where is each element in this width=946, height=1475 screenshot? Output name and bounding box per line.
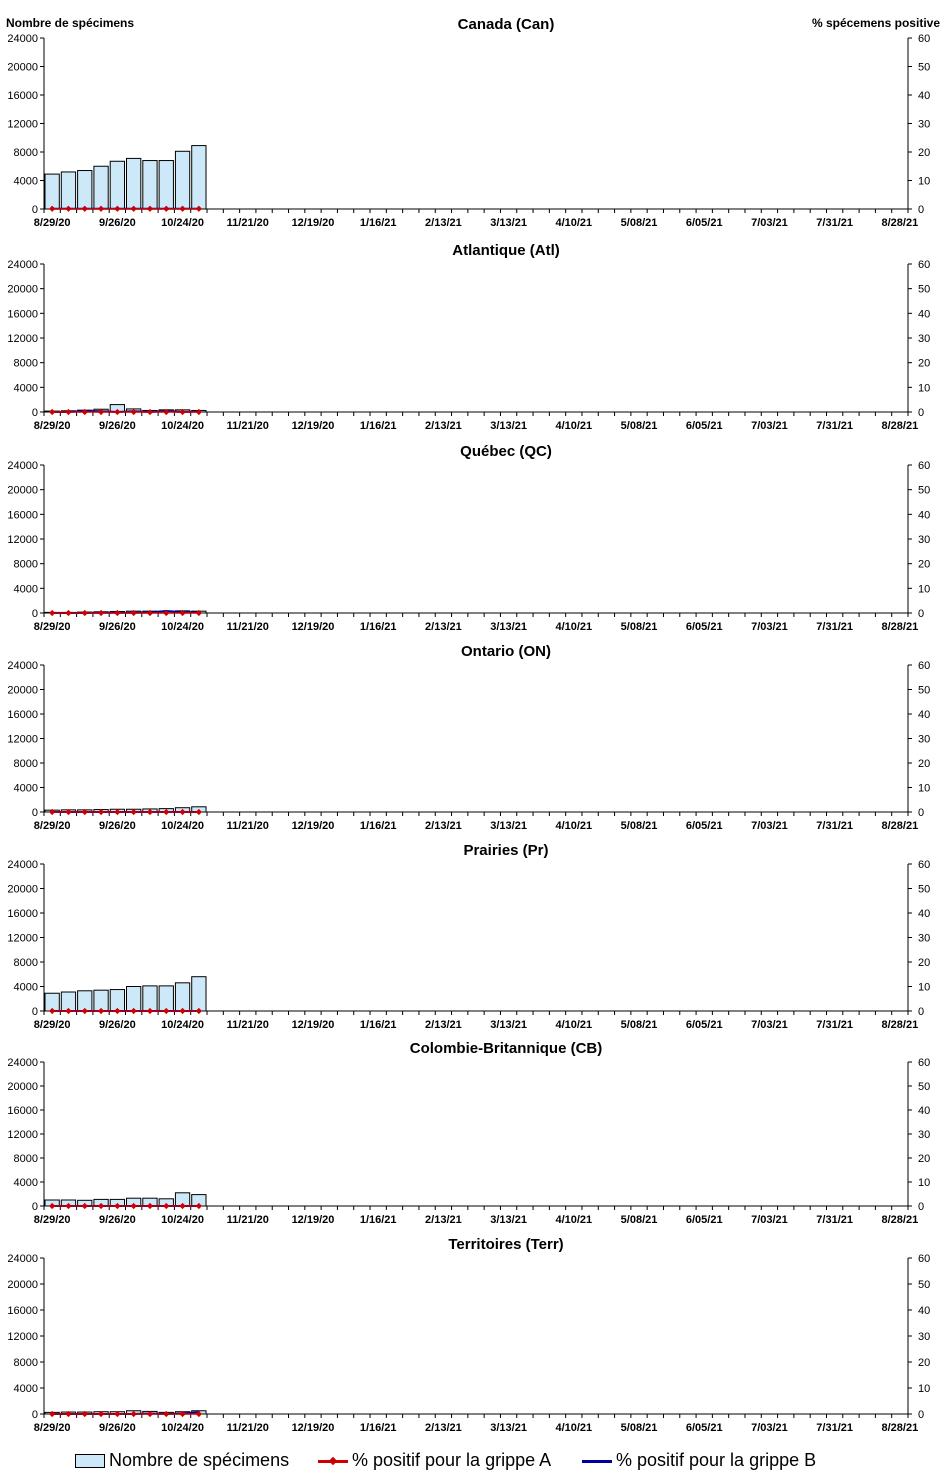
specimen-bar <box>192 146 206 209</box>
x-tick-label: 4/10/21 <box>555 420 593 432</box>
x-tick-label: 7/03/21 <box>751 820 788 832</box>
x-tick-label: 4/10/21 <box>555 621 593 633</box>
x-tick-label: 7/03/21 <box>751 1422 788 1434</box>
left-tick-label: 16000 <box>7 1305 38 1317</box>
x-tick-label: 3/13/21 <box>490 1422 527 1434</box>
right-tick-label: 40 <box>918 90 931 102</box>
x-tick-label: 5/08/21 <box>620 420 658 432</box>
x-tick-label: 2/13/21 <box>425 621 462 633</box>
right-tick-label: 0 <box>918 204 925 216</box>
x-tick-label: 6/05/21 <box>685 420 723 432</box>
right-tick-label: 40 <box>918 1305 931 1317</box>
legend-item-specimens <box>75 1450 289 1471</box>
x-tick-label: 10/24/20 <box>161 1214 204 1226</box>
flu-a-point <box>49 610 55 616</box>
x-tick-label: 9/26/20 <box>99 420 136 432</box>
x-tick-label: 2/13/21 <box>425 1019 462 1031</box>
legend <box>0 1446 946 1474</box>
right-tick-label: 0 <box>918 807 925 819</box>
flu-a-point <box>65 610 71 616</box>
left-axis-label: Nombre de spécimens <box>6 16 135 30</box>
right-tick-label: 30 <box>918 1331 931 1343</box>
x-tick-label: 3/13/21 <box>490 420 527 432</box>
right-tick-label: 60 <box>918 859 931 871</box>
left-tick-label: 16000 <box>7 709 38 721</box>
x-tick-label: 8/29/20 <box>33 820 71 832</box>
left-tick-label: 12000 <box>7 1129 38 1141</box>
right-tick-label: 60 <box>918 660 931 672</box>
left-tick-label: 0 <box>31 204 38 216</box>
left-tick-label: 0 <box>31 608 38 620</box>
x-tick-label: 1/16/21 <box>359 621 397 633</box>
x-tick-label: 5/08/21 <box>620 1019 658 1031</box>
legend-item-flu-b <box>582 1450 816 1471</box>
left-tick-label: 0 <box>31 407 38 419</box>
left-tick-label: 0 <box>31 1201 38 1213</box>
x-tick-label: 5/08/21 <box>620 621 658 633</box>
left-tick-label: 16000 <box>7 509 38 522</box>
left-tick-label: 20000 <box>7 484 38 497</box>
left-tick-label: 4000 <box>13 1383 38 1395</box>
right-tick-label: 20 <box>918 1357 931 1369</box>
x-tick-label: 9/26/20 <box>99 1019 136 1031</box>
x-tick-label: 6/05/21 <box>685 1019 723 1031</box>
flu-a-point <box>114 610 120 616</box>
x-tick-label: 4/10/21 <box>555 820 593 832</box>
chart-title: Colombie-Britannique (CB) <box>409 1040 603 1057</box>
x-tick-label: 4/10/21 <box>555 1214 593 1226</box>
x-tick-label: 8/28/21 <box>881 1019 919 1031</box>
x-tick-label: 12/19/20 <box>291 621 335 633</box>
right-tick-label: 0 <box>918 1201 925 1213</box>
flu-a-point <box>49 409 55 415</box>
x-tick-label: 1/16/21 <box>359 820 397 832</box>
x-tick-label: 6/05/21 <box>685 820 723 832</box>
right-tick-label: 50 <box>918 1081 931 1093</box>
left-tick-label: 4000 <box>13 1177 38 1189</box>
x-tick-label: 3/13/21 <box>490 1019 527 1031</box>
chart-panel-2 <box>7 242 930 432</box>
right-tick-label: 0 <box>918 608 925 620</box>
x-tick-label: 8/29/20 <box>33 420 71 432</box>
x-tick-label: 3/13/21 <box>490 820 527 832</box>
right-tick-label: 20 <box>918 558 931 571</box>
x-tick-label: 7/31/21 <box>816 217 853 229</box>
right-tick-label: 10 <box>918 981 931 994</box>
right-tick-label: 60 <box>918 259 931 271</box>
flu-a-point <box>49 1411 55 1417</box>
specimen-bar <box>94 990 108 1011</box>
left-tick-label: 8000 <box>13 147 38 159</box>
specimen-bar <box>143 161 157 209</box>
left-tick-label: 8000 <box>13 357 38 370</box>
x-tick-label: 8/28/21 <box>881 420 919 432</box>
left-tick-label: 24000 <box>7 1057 38 1069</box>
chart-title: Atlantique (Atl) <box>452 242 560 259</box>
left-tick-label: 12000 <box>7 733 38 746</box>
right-tick-label: 50 <box>918 61 931 74</box>
right-tick-label: 30 <box>918 534 931 546</box>
x-tick-label: 2/13/21 <box>425 420 462 432</box>
x-tick-label: 10/24/20 <box>161 420 204 432</box>
flu-a-point <box>65 409 71 415</box>
left-tick-label: 24000 <box>7 660 38 672</box>
chart-title: Canada (Can) <box>457 16 555 33</box>
x-tick-label: 8/29/20 <box>33 621 71 633</box>
left-tick-label: 0 <box>31 807 38 819</box>
x-tick-label: 9/26/20 <box>99 820 136 832</box>
x-tick-label: 5/08/21 <box>620 217 658 229</box>
left-tick-label: 4000 <box>13 981 38 994</box>
x-tick-label: 12/19/20 <box>291 217 335 229</box>
specimen-bar <box>192 977 206 1011</box>
x-tick-label: 1/16/21 <box>359 1422 397 1434</box>
x-tick-label: 11/21/20 <box>226 820 269 832</box>
x-tick-label: 8/28/21 <box>881 1214 919 1226</box>
x-tick-label: 7/31/21 <box>816 621 853 633</box>
specimen-bar <box>110 990 124 1011</box>
specimen-bar <box>110 161 124 209</box>
left-tick-label: 16000 <box>7 308 38 321</box>
x-tick-label: 7/03/21 <box>751 1214 788 1226</box>
right-tick-label: 40 <box>918 308 931 321</box>
x-tick-label: 7/03/21 <box>751 621 788 633</box>
right-tick-label: 60 <box>918 1253 931 1265</box>
x-tick-label: 8/28/21 <box>881 217 919 229</box>
right-tick-label: 50 <box>918 484 931 497</box>
x-tick-label: 6/05/21 <box>685 621 723 633</box>
chart-title: Ontario (ON) <box>461 643 551 660</box>
left-tick-label: 12000 <box>7 118 38 131</box>
x-tick-label: 8/29/20 <box>33 217 71 229</box>
x-tick-label: 7/31/21 <box>816 820 853 832</box>
right-tick-label: 50 <box>918 684 931 697</box>
x-tick-label: 8/29/20 <box>33 1422 71 1434</box>
x-tick-label: 7/31/21 <box>816 420 853 432</box>
specimen-bar <box>94 166 108 209</box>
chart-panel-3 <box>7 443 930 633</box>
x-tick-label: 5/08/21 <box>620 1422 658 1434</box>
specimen-bar <box>78 171 92 209</box>
left-tick-label: 8000 <box>13 957 38 969</box>
right-tick-label: 10 <box>918 583 931 596</box>
left-tick-label: 20000 <box>7 61 38 74</box>
left-tick-label: 20000 <box>7 1081 38 1093</box>
right-tick-label: 0 <box>918 1409 925 1421</box>
left-tick-label: 16000 <box>7 1105 38 1117</box>
left-tick-label: 20000 <box>7 1279 38 1291</box>
x-tick-label: 11/21/20 <box>226 420 269 432</box>
right-tick-label: 20 <box>918 1153 931 1165</box>
x-tick-label: 9/26/20 <box>99 1422 136 1434</box>
left-tick-label: 24000 <box>7 859 38 871</box>
right-tick-label: 20 <box>918 147 931 159</box>
left-tick-label: 12000 <box>7 534 38 546</box>
right-tick-label: 60 <box>918 33 931 45</box>
right-tick-label: 60 <box>918 460 931 472</box>
x-tick-label: 7/31/21 <box>816 1422 853 1434</box>
right-tick-label: 50 <box>918 283 931 296</box>
x-tick-label: 8/29/20 <box>33 1214 71 1226</box>
chart-panel-6 <box>7 1040 930 1226</box>
right-tick-label: 50 <box>918 883 931 896</box>
x-tick-label: 12/19/20 <box>291 1422 335 1434</box>
right-axis-label: % spécemens positive <box>811 16 940 30</box>
right-tick-label: 30 <box>918 118 931 131</box>
x-tick-label: 5/08/21 <box>620 1214 658 1226</box>
right-tick-label: 0 <box>918 1006 925 1018</box>
flu-a-point <box>196 409 202 415</box>
x-tick-label: 9/26/20 <box>99 217 136 229</box>
x-tick-label: 10/24/20 <box>161 1019 204 1031</box>
legend-label-specimens: Nombre de spécimens <box>109 1450 290 1470</box>
right-tick-label: 10 <box>918 782 931 795</box>
x-tick-label: 9/26/20 <box>99 621 136 633</box>
specimen-bar <box>175 151 189 209</box>
right-tick-label: 10 <box>918 382 931 395</box>
left-tick-label: 24000 <box>7 33 38 45</box>
right-tick-label: 30 <box>918 333 931 345</box>
x-tick-label: 2/13/21 <box>425 820 462 832</box>
x-tick-label: 7/03/21 <box>751 1019 788 1031</box>
right-tick-label: 40 <box>918 1105 931 1117</box>
x-tick-label: 2/13/21 <box>425 1214 462 1226</box>
x-tick-label: 11/21/20 <box>226 1214 269 1226</box>
left-tick-label: 12000 <box>7 1331 38 1343</box>
x-tick-label: 5/08/21 <box>620 820 658 832</box>
x-tick-label: 11/21/20 <box>226 1422 269 1434</box>
x-tick-label: 11/21/20 <box>226 621 269 633</box>
right-tick-label: 60 <box>918 1057 931 1069</box>
left-tick-label: 24000 <box>7 1253 38 1265</box>
x-tick-label: 10/24/20 <box>161 217 204 229</box>
x-tick-label: 10/24/20 <box>161 1422 204 1434</box>
right-tick-label: 30 <box>918 932 931 945</box>
right-tick-label: 40 <box>918 709 931 721</box>
left-tick-label: 4000 <box>13 175 38 188</box>
x-tick-label: 12/19/20 <box>291 820 335 832</box>
right-tick-label: 50 <box>918 1279 931 1291</box>
right-tick-label: 10 <box>918 175 931 188</box>
left-tick-label: 8000 <box>13 1357 38 1369</box>
x-tick-label: 12/19/20 <box>291 420 335 432</box>
specimen-bar <box>127 987 141 1012</box>
legend-line-flu-b <box>582 1454 612 1468</box>
specimen-bar <box>159 161 173 209</box>
right-tick-label: 30 <box>918 1129 931 1141</box>
chart-panel-5 <box>7 842 930 1031</box>
right-tick-label: 40 <box>918 509 931 522</box>
specimen-bar <box>159 986 173 1011</box>
legend-item-flu-a <box>318 1450 551 1471</box>
x-tick-label: 2/13/21 <box>425 1422 462 1434</box>
x-tick-label: 3/13/21 <box>490 217 527 229</box>
x-tick-label: 3/13/21 <box>490 621 527 633</box>
x-tick-label: 11/21/20 <box>226 1019 269 1031</box>
x-tick-label: 1/16/21 <box>359 1019 397 1031</box>
x-tick-label: 4/10/21 <box>555 1422 593 1434</box>
x-tick-label: 6/05/21 <box>685 1422 723 1434</box>
left-tick-label: 20000 <box>7 283 38 296</box>
x-tick-label: 7/03/21 <box>751 420 788 432</box>
legend-line-flu-a <box>318 1454 348 1468</box>
x-tick-label: 11/21/20 <box>226 217 269 229</box>
x-tick-label: 7/03/21 <box>751 217 788 229</box>
chart-title: Québec (QC) <box>460 443 552 460</box>
right-tick-label: 10 <box>918 1177 931 1189</box>
flu-a-point <box>82 610 88 616</box>
specimen-bar <box>61 172 75 209</box>
x-tick-label: 3/13/21 <box>490 1214 527 1226</box>
left-tick-label: 12000 <box>7 333 38 345</box>
legend-label-flu-a: % positif pour la grippe A <box>352 1450 552 1470</box>
x-tick-label: 10/24/20 <box>161 820 204 832</box>
x-tick-label: 9/26/20 <box>99 1214 136 1226</box>
legend-label-flu-b: % positif pour la grippe B <box>616 1450 817 1470</box>
flu-a-point <box>163 1411 169 1417</box>
x-tick-label: 8/28/21 <box>881 820 919 832</box>
x-tick-label: 7/31/21 <box>816 1019 853 1031</box>
x-tick-label: 1/16/21 <box>359 1214 397 1226</box>
flu-a-point <box>98 610 104 616</box>
right-tick-label: 0 <box>918 407 925 419</box>
flu-a-point <box>147 409 153 415</box>
x-tick-label: 8/28/21 <box>881 1422 919 1434</box>
left-tick-label: 8000 <box>13 1153 38 1165</box>
left-tick-label: 8000 <box>13 758 38 770</box>
specimen-bar <box>143 986 157 1011</box>
legend-swatch-specimens <box>75 1454 105 1468</box>
left-tick-label: 0 <box>31 1409 38 1421</box>
right-tick-label: 10 <box>918 1383 931 1395</box>
x-tick-label: 8/29/20 <box>33 1019 71 1031</box>
x-tick-label: 7/31/21 <box>816 1214 853 1226</box>
left-tick-label: 4000 <box>13 382 38 395</box>
x-tick-label: 2/13/21 <box>425 217 462 229</box>
x-tick-label: 10/24/20 <box>161 621 204 633</box>
x-tick-label: 12/19/20 <box>291 1214 335 1226</box>
right-tick-label: 20 <box>918 758 931 770</box>
left-tick-label: 4000 <box>13 583 38 596</box>
left-tick-label: 12000 <box>7 932 38 945</box>
specimen-bar <box>45 174 59 209</box>
left-tick-label: 4000 <box>13 782 38 795</box>
right-tick-label: 40 <box>918 908 931 920</box>
right-tick-label: 20 <box>918 957 931 969</box>
left-tick-label: 24000 <box>7 259 38 271</box>
chart-panel-4 <box>7 643 930 832</box>
chart-title: Territoires (Terr) <box>448 1236 564 1253</box>
specimen-bar <box>175 983 189 1011</box>
x-tick-label: 1/16/21 <box>359 217 397 229</box>
x-tick-label: 1/16/21 <box>359 420 397 432</box>
chart-panel-7 <box>7 1236 930 1434</box>
right-tick-label: 30 <box>918 733 931 746</box>
left-tick-label: 20000 <box>7 684 38 697</box>
x-tick-label: 4/10/21 <box>555 1019 593 1031</box>
left-tick-label: 16000 <box>7 908 38 920</box>
left-tick-label: 16000 <box>7 90 38 102</box>
chart-title: Prairies (Pr) <box>463 842 549 859</box>
x-tick-label: 6/05/21 <box>685 217 723 229</box>
x-tick-label: 8/28/21 <box>881 621 919 633</box>
left-tick-label: 20000 <box>7 883 38 896</box>
specimen-bar <box>127 158 141 209</box>
right-tick-label: 20 <box>918 357 931 370</box>
x-tick-label: 6/05/21 <box>685 1214 723 1226</box>
left-tick-label: 24000 <box>7 460 38 472</box>
chart-panel-1 <box>7 16 930 229</box>
left-tick-label: 0 <box>31 1006 38 1018</box>
x-tick-label: 12/19/20 <box>291 1019 335 1031</box>
left-tick-label: 8000 <box>13 558 38 571</box>
x-tick-label: 4/10/21 <box>555 217 593 229</box>
